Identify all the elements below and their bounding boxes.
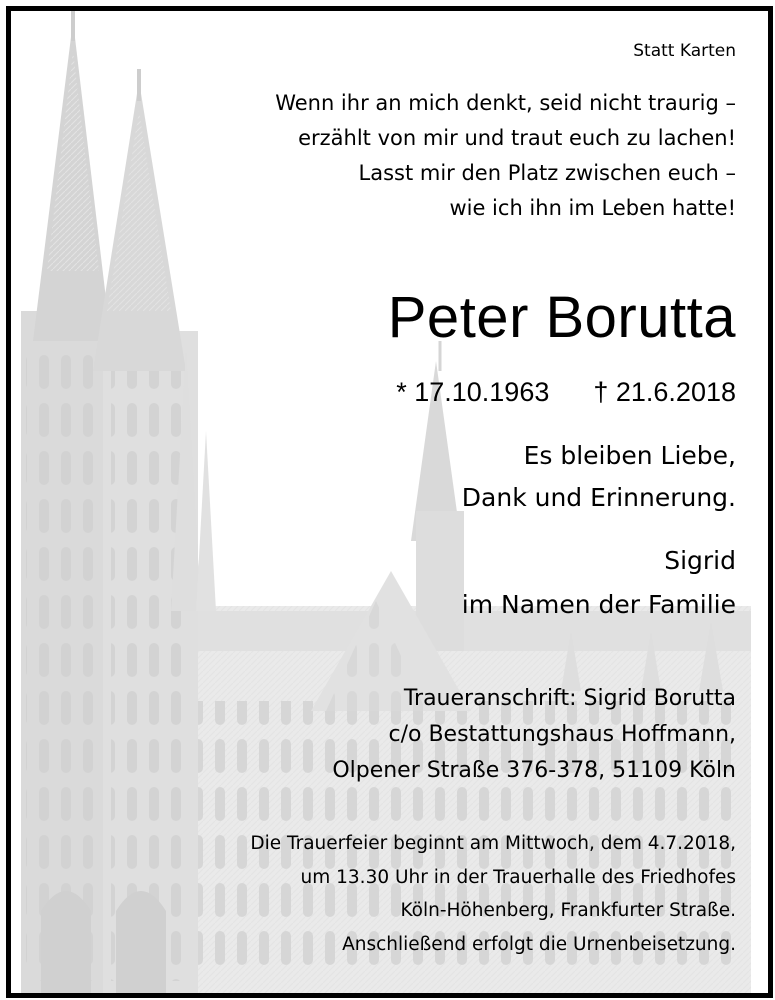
address-line: c/o Bestattungshaus Hoffmann, bbox=[388, 722, 736, 747]
mourner-name: Sigrid bbox=[664, 546, 736, 575]
remembrance-line: Dank und Erinnerung. bbox=[461, 483, 736, 512]
address-line: Traueranschrift: Sigrid Borutta bbox=[403, 686, 736, 711]
mourning-address bbox=[332, 681, 736, 789]
deceased-name: Peter Borutta bbox=[387, 285, 736, 350]
poem-line: erzählt von mir und traut euch zu lachen! bbox=[298, 126, 736, 150]
poem-line: Lasst mir den Platz zwischen euch – bbox=[358, 161, 736, 185]
service-line: Köln-Höhenberg, Frankfurter Straße. bbox=[400, 900, 736, 921]
service-line: Anschließend erfolgt die Urnenbeisetzung. bbox=[342, 933, 736, 955]
obituary-card bbox=[6, 6, 773, 998]
statt-karten-label: Statt Karten bbox=[633, 41, 736, 61]
service-line: Die Trauerfeier beginnt am Mittwoch, dem 4.7.2018, bbox=[250, 833, 736, 854]
death-date: † 21.6.2018 bbox=[593, 377, 736, 407]
address-line: Olpener Straße 376-378, 51109 Köln bbox=[332, 758, 736, 783]
remembrance-text bbox=[462, 435, 736, 519]
poem-line: Wenn ihr an mich denkt, seid nicht traurig – bbox=[275, 91, 736, 115]
service-line: um 13.30 Uhr in der Trauerhalle des Friedhofes bbox=[300, 866, 736, 888]
remembrance-line: Es bleiben Liebe, bbox=[523, 441, 736, 470]
birth-date: * 17.10.1963 bbox=[396, 377, 550, 407]
mourner-family: im Namen der Familie bbox=[461, 590, 736, 619]
poem bbox=[275, 86, 736, 226]
life-dates bbox=[396, 375, 736, 409]
funeral-service-info bbox=[250, 827, 736, 961]
poem-line: wie ich ihn im Leben hatte! bbox=[449, 196, 736, 220]
mourners bbox=[462, 539, 736, 627]
